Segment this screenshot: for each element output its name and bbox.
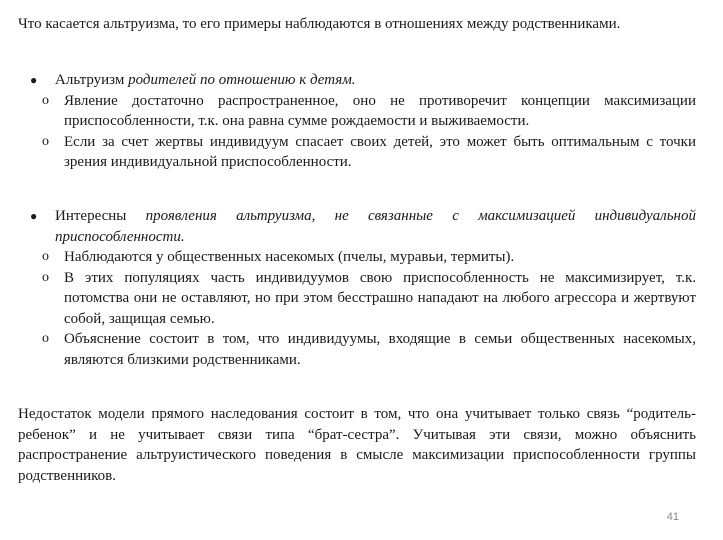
hollow-circle-bullet-icon: o (42, 269, 49, 285)
bullet-social-insects (24, 206, 696, 370)
conclusion-paragraph: Недостаток модели прямого наследования состоит в том, что она учитывает только связь “родитель-ребенок” и не учитывает связи типа “брат-сестра”. Учитывая эти связи, можно объяснить распространение альтруистического поведения в смысле максимизации приспособленности группы родственников. (18, 406, 696, 484)
hollow-circle-bullet-icon: o (42, 133, 49, 149)
bullet-lead-italic: проявления альтруизма, не связанные с максимизацией индивидуальной приспособленности. (55, 208, 696, 245)
bullet-lead (24, 206, 696, 247)
sub-item-text: Если за счет жертвы индивидуум спасает своих детей, это может быть оптимальным с точки зрения индивидуальной приспособленности. (64, 133, 696, 170)
sub-item-text: Наблюдаются у общественных насекомых (пчелы, муравьи, термиты). (64, 249, 515, 265)
hollow-circle-bullet-icon: o (42, 331, 49, 346)
sub-item (0, 132, 696, 173)
filled-circle-bullet-icon: ● (30, 73, 38, 87)
page-number: 41 (666, 511, 679, 523)
hollow-circle-bullet-icon: o (42, 92, 49, 108)
sub-item (0, 247, 696, 268)
hollow-circle-bullet-icon: o (42, 249, 49, 264)
bullet-lead (24, 70, 696, 91)
bullet-altruism-parents (24, 70, 696, 173)
sub-item (0, 268, 696, 330)
sub-item-text: Объяснение состоит в том, что индивидуумы, входящие в семьи общественных насекомых, являются близкими родственниками. (64, 331, 696, 368)
sub-item (0, 91, 696, 132)
sub-item-text: Явление достаточно распространенное, оно не противоречит концепции максимизации приспособленности, т.к. она равна сумме рождаемости и выживаемости. (64, 92, 696, 129)
filled-circle-bullet-icon: ● (30, 209, 38, 223)
sub-item (0, 329, 696, 370)
intro-paragraph: Что касается альтруизма, то его примеры наблюдаются в отношениях между родственниками. (18, 16, 621, 32)
bullet-lead-text: Интересны (55, 208, 146, 224)
bullet-lead-text: Альтруизм (55, 72, 129, 88)
bullet-lead-italic: родителей по отношению к детям. (128, 72, 356, 88)
sub-item-text: В этих популяциях часть индивидуумов свою приспособленность не максимизирует, т.к. потомства они не оставляют, но при этом бесстрашно нападают на любого агрессора и жертвуют собой, защищая семью. (64, 269, 696, 327)
